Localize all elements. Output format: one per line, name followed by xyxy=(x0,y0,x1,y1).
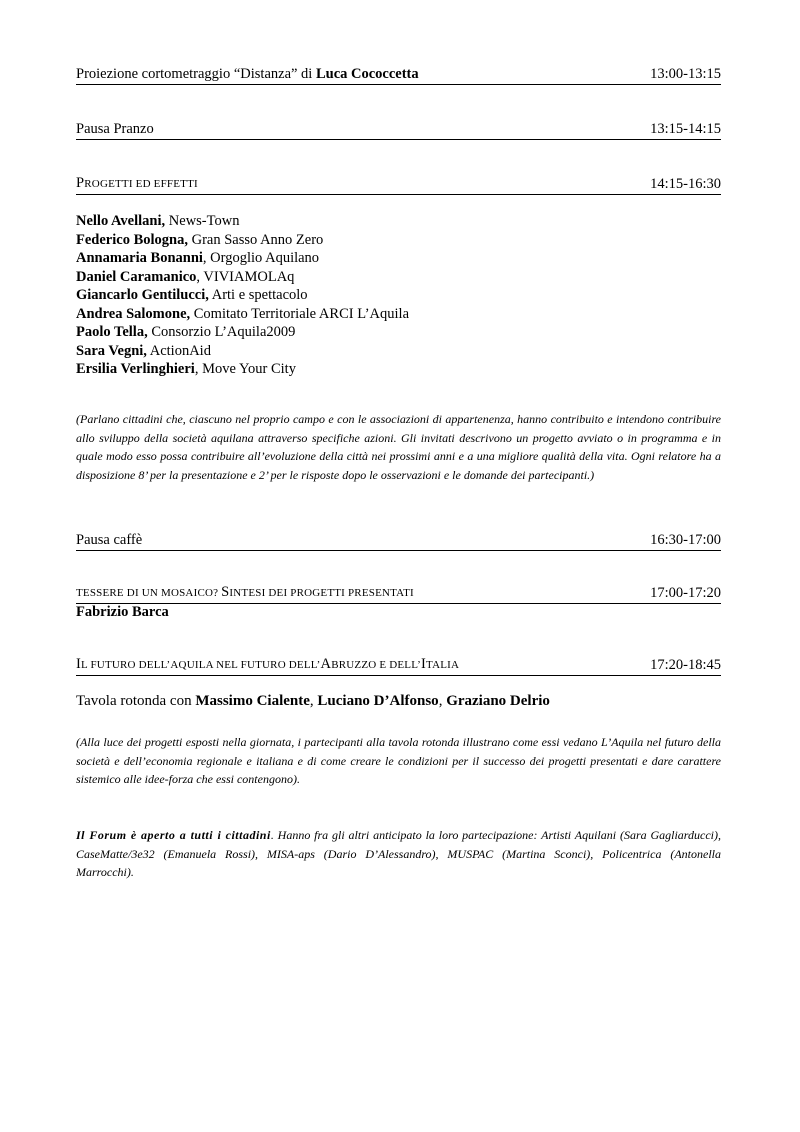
roundtable-participant: Graziano Delrio xyxy=(446,693,550,709)
speaker-name: Fabrizio Barca xyxy=(76,604,169,620)
speaker-name: Giancarlo Gentilucci, xyxy=(76,287,209,303)
agenda-title-part: TESSERE DI UN MOSAICO? xyxy=(76,587,222,599)
agenda-title-cap: A xyxy=(320,656,332,672)
agenda-row-projects xyxy=(76,174,721,195)
agenda-title-author: Luca Cococcetta xyxy=(315,66,419,82)
speaker-org: Comitato Territoriale ARCI L’Aquila xyxy=(190,305,410,322)
projects-note: (Parlano cittadini che, ciascuno nel proprio campo e con le associazioni di appartenenza, hanno contribuito e intendono contribuire allo sviluppo della società aquilana attraverso specifiche azioni. Gli invitati descrivono un progetto avviato o in programma e in quale modo esso possa contribuire all’evoluzione della città nei prossimi anni e a una migliore qualità della vita. Ogni relatore ha a disposizione 8’ per la presentazione e 2’ per le risposte dopo le osservazioni e le domande dei partecipanti.) xyxy=(76,412,721,482)
separator: , xyxy=(309,693,318,709)
speaker-name: Sara Vegni, xyxy=(76,342,147,359)
agenda-row-mosaic xyxy=(76,583,721,604)
agenda-title xyxy=(76,173,198,194)
speaker-name: Daniel Caramanico xyxy=(76,268,197,285)
agenda-title-rest: TALIA xyxy=(426,659,460,671)
roundtable-prefix: Tavola rotonda con xyxy=(76,693,196,709)
speaker-org: Consorzio L’Aquila2009 xyxy=(147,324,296,340)
speaker-name: Paolo Tella, xyxy=(76,324,148,340)
agenda-title xyxy=(76,64,419,84)
mosaic-speaker xyxy=(76,604,169,621)
agenda-title-text: Proiezione cortometraggio “Distanza” di xyxy=(76,66,316,82)
agenda-row-future xyxy=(76,655,721,676)
speaker-org: , Orgoglio Aquilano xyxy=(202,250,320,266)
speaker-item xyxy=(76,305,409,324)
speaker-name: Annamaria Bonanni xyxy=(76,250,203,266)
speaker-name: Federico Bologna, xyxy=(76,231,188,248)
speaker-item xyxy=(76,323,409,342)
speaker-item xyxy=(76,342,409,361)
agenda-time: 17:20-18:45 xyxy=(650,657,721,673)
speaker-org: , Move Your City xyxy=(194,361,296,377)
agenda-title xyxy=(76,582,414,603)
agenda-title-rest: ROGETTI ED EFFETTI xyxy=(84,178,198,190)
agenda-title: Pausa Pranzo xyxy=(76,121,154,137)
speaker-item xyxy=(76,360,409,379)
speaker-name: Andrea Salomone, xyxy=(76,305,191,322)
separator: , xyxy=(438,693,447,709)
roundtable-note: (Alla luce dei progetti esposti nella giornata, i partecipanti alla tavola rotonda illustrano come essi vedano L’Aquila nel futuro della società e dell’economia regionale e italiana e di come creare le condizioni per il successo dei progetti presentati e dare carattere sistemico alle idee-forza che essi contengono). xyxy=(76,735,721,786)
forum-note xyxy=(76,826,721,882)
agenda-time: 14:15-16:30 xyxy=(650,176,721,192)
speaker-org: News-Town xyxy=(165,213,240,229)
speaker-org: Gran Sasso Anno Zero xyxy=(187,231,324,248)
agenda-title-rest: BRUZZO E DELL’ xyxy=(331,659,421,671)
roundtable-participant: Luciano D’Alfonso xyxy=(317,693,439,709)
agenda-time: 17:00-17:20 xyxy=(650,585,721,601)
agenda-title-cap: P xyxy=(76,175,85,191)
speaker-name: Ersilia Verlinghieri xyxy=(76,361,195,377)
speaker-list xyxy=(76,212,409,379)
speaker-item xyxy=(76,268,409,287)
forum-participants: . Hanno fra gli altri anticipato la loro partecipazione: Artisti Aquilani (Sara Gagliarducci), CaseMatte/3e32 (Emanuela Rossi), MISA-aps (Dario D’Alessandro), MUSPAC (Martina Sconci), Policentrica (Antonella Marrocchi). xyxy=(76,828,721,879)
speaker-org: ActionAid xyxy=(146,342,211,359)
roundtable-participant: Massimo Cialente xyxy=(195,693,310,709)
agenda-title-cap: I xyxy=(421,656,427,672)
speaker-name: Nello Avellani, xyxy=(76,213,166,229)
speaker-org: , VIVIAMOLAq xyxy=(196,268,295,285)
roundtable-line xyxy=(76,693,550,710)
agenda-time: 13:00-13:15 xyxy=(650,66,721,82)
speaker-item xyxy=(76,286,409,305)
forum-headline: Il Forum è aperto a tutti i cittadini xyxy=(76,828,271,842)
agenda-title xyxy=(76,654,459,675)
speaker-item xyxy=(76,212,409,231)
speaker-item xyxy=(76,231,409,250)
speaker-item xyxy=(76,249,409,268)
agenda-row-screening xyxy=(76,64,721,85)
agenda-row-coffee xyxy=(76,530,721,551)
speaker-org: Arti e spettacolo xyxy=(208,287,308,303)
agenda-title-cap: S xyxy=(221,584,230,600)
agenda-title-rest: L FUTURO DELL’AQUILA NEL FUTURO DELL’ xyxy=(81,659,321,671)
agenda-title-rest: INTESI DEI PROGETTI PRESENTATI xyxy=(229,587,414,599)
agenda-row-lunch xyxy=(76,119,721,140)
agenda-title-cap: I xyxy=(76,656,82,672)
agenda-time: 16:30-17:00 xyxy=(650,532,721,548)
agenda-time: 13:15-14:15 xyxy=(650,121,721,137)
agenda-title: Pausa caffè xyxy=(76,532,143,548)
